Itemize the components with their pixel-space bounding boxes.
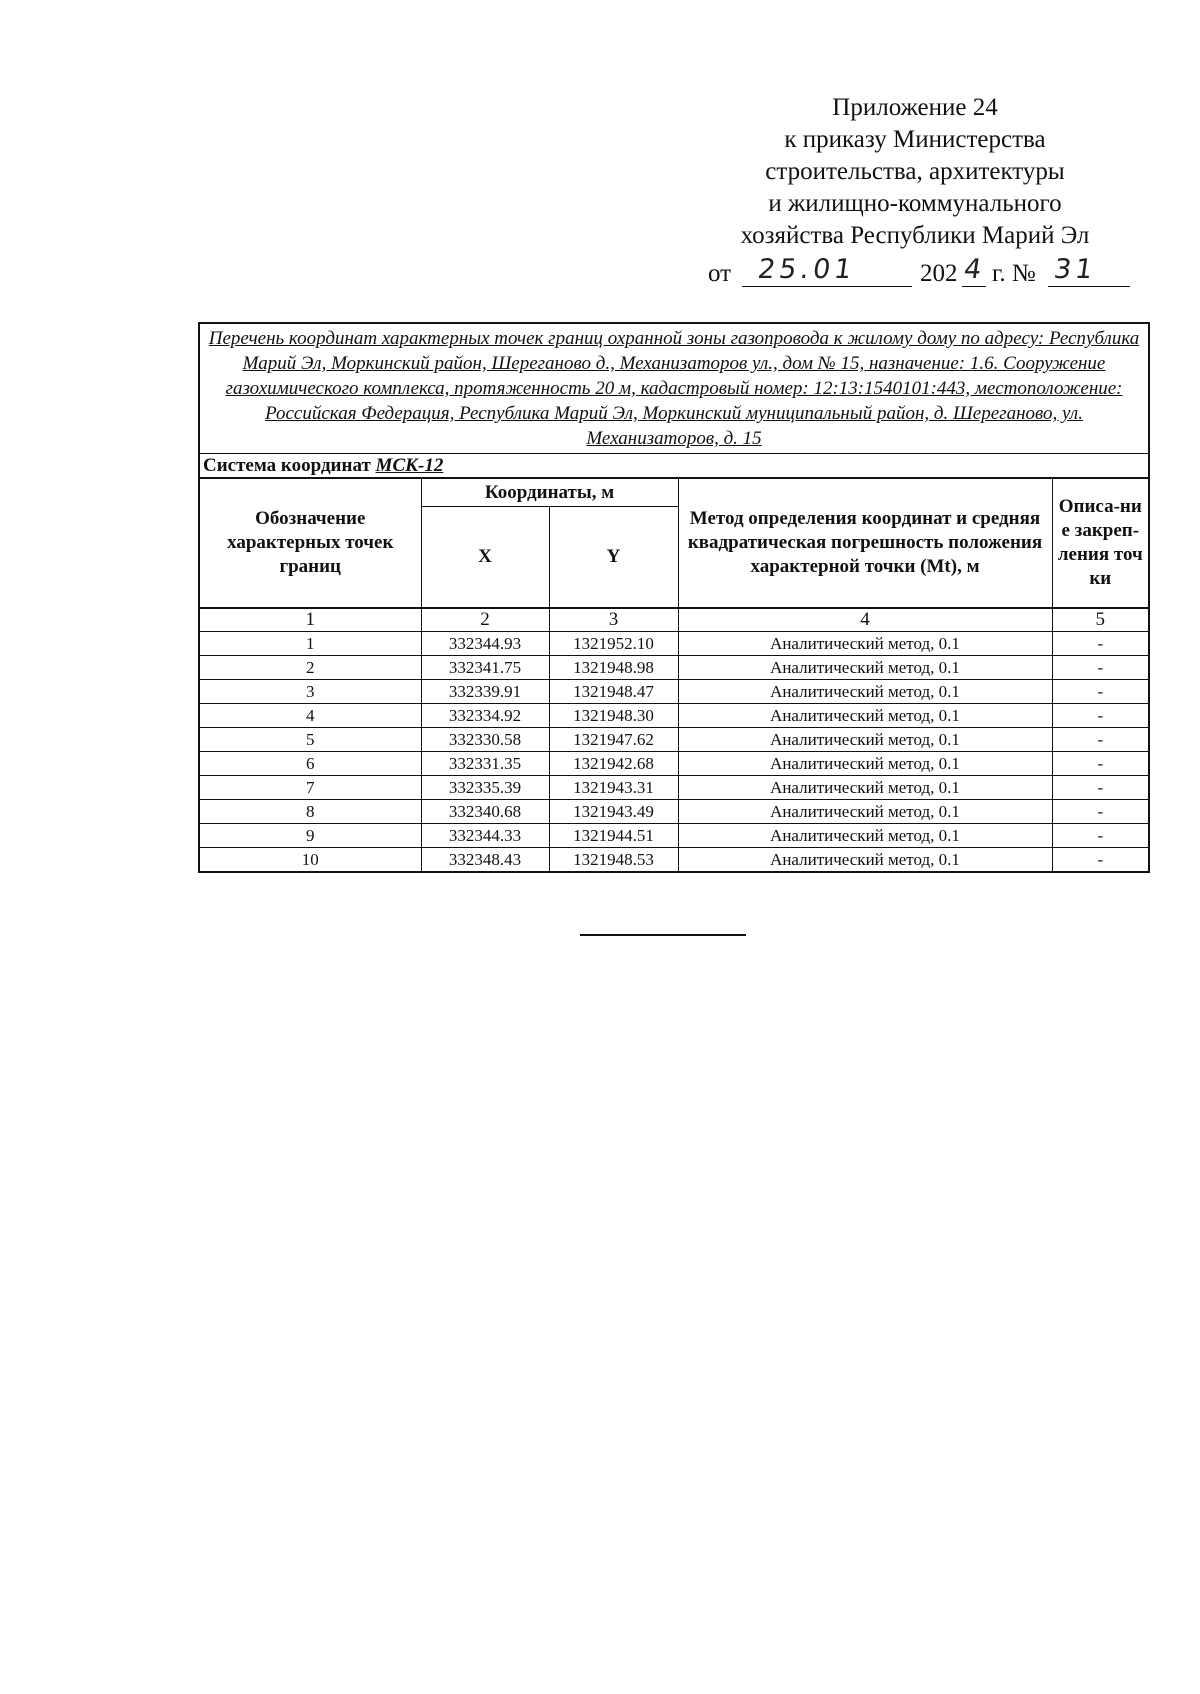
date-underline (742, 286, 912, 287)
order-date: 25.01 (755, 254, 858, 285)
table-row (199, 848, 1149, 873)
number-underline (1048, 286, 1130, 287)
x-cell: 332344.93 (421, 632, 549, 656)
y-cell: 1321948.98 (549, 656, 678, 680)
point-cell: 1 (199, 632, 421, 656)
description-cell: - (1052, 680, 1149, 704)
order-year-digit: 4 (961, 254, 984, 285)
column-number-row (199, 608, 1149, 632)
y-cell: 1321952.10 (549, 632, 678, 656)
order-number: 31 (1051, 254, 1099, 285)
point-cell: 10 (199, 848, 421, 873)
column-number: 5 (1052, 608, 1149, 632)
x-cell: 332339.91 (421, 680, 549, 704)
description-cell: - (1052, 824, 1149, 848)
method-cell: Аналитический метод, 0.1 (678, 848, 1052, 873)
y-cell: 1321947.62 (549, 728, 678, 752)
description-cell: - (1052, 728, 1149, 752)
column-number: 4 (678, 608, 1052, 632)
table-row (199, 776, 1149, 800)
method-cell: Аналитический метод, 0.1 (678, 704, 1052, 728)
header-point: Обозначение характерных точек границ (199, 478, 421, 608)
method-cell: Аналитический метод, 0.1 (678, 680, 1052, 704)
coordinate-system-name: МСК-12 (375, 454, 444, 476)
x-cell: 332330.58 (421, 728, 549, 752)
header-line: и жилищно-коммунального (768, 190, 1062, 217)
description-cell: - (1052, 656, 1149, 680)
x-cell: 332341.75 (421, 656, 549, 680)
header-y: Y (549, 507, 678, 609)
order-prefix: от (708, 260, 732, 287)
end-separator-line (580, 934, 746, 936)
point-cell: 9 (199, 824, 421, 848)
method-cell: Аналитический метод, 0.1 (678, 728, 1052, 752)
x-cell: 332331.35 (421, 752, 549, 776)
order-line (708, 252, 1148, 292)
description-cell: - (1052, 632, 1149, 656)
year-underline (962, 286, 986, 287)
method-cell: Аналитический метод, 0.1 (678, 752, 1052, 776)
column-number: 1 (199, 608, 421, 632)
header-method: Метод определения координат и средняя квадратическая погрешность положения характерной точки (Mt), м (678, 478, 1052, 608)
header-description: Описа-ние закреп-ления точки (1052, 478, 1149, 608)
y-cell: 1321948.53 (549, 848, 678, 873)
table-row (199, 656, 1149, 680)
description-cell: - (1052, 800, 1149, 824)
method-cell: Аналитический метод, 0.1 (678, 632, 1052, 656)
x-cell: 332348.43 (421, 848, 549, 873)
header-line: Приложение 24 (832, 94, 998, 121)
y-cell: 1321944.51 (549, 824, 678, 848)
order-year-suffix: г. № (992, 260, 1036, 287)
x-cell: 332335.39 (421, 776, 549, 800)
x-cell: 332344.33 (421, 824, 549, 848)
table-title: Перечень координат характерных точек границ охранной зоны газопровода к жилому дому по адресу: Республика Марий Эл, Моркинский район, Шереганово д., Механизаторов ул., дом № 15, назначение: 1.6. Сооружение газохимического комплекса, протяженность 20 м, кадастровый номер: 12:13:1540101:443, местоположение: Российская Федерация, Республика Марий Эл, Моркинский муниципальный район, д. Шереганово, ул. Механизаторов, д. 15 (199, 323, 1149, 454)
y-cell: 1321948.47 (549, 680, 678, 704)
header-line: хозяйства Республики Марий Эл (740, 222, 1090, 249)
description-cell: - (1052, 776, 1149, 800)
table-row (199, 704, 1149, 728)
coordinate-system (199, 454, 1149, 479)
point-cell: 6 (199, 752, 421, 776)
table-row (199, 728, 1149, 752)
description-cell: - (1052, 752, 1149, 776)
method-cell: Аналитический метод, 0.1 (678, 656, 1052, 680)
method-cell: Аналитический метод, 0.1 (678, 824, 1052, 848)
coordinate-system-label: Система координат (203, 454, 371, 476)
description-cell: - (1052, 848, 1149, 873)
y-cell: 1321948.30 (549, 704, 678, 728)
header-line: к приказу Министерства (784, 126, 1046, 153)
method-cell: Аналитический метод, 0.1 (678, 776, 1052, 800)
y-cell: 1321943.49 (549, 800, 678, 824)
point-cell: 4 (199, 704, 421, 728)
point-cell: 3 (199, 680, 421, 704)
order-year-prefix: 202 (920, 260, 958, 287)
column-number: 3 (549, 608, 678, 632)
column-number: 2 (421, 608, 549, 632)
point-cell: 5 (199, 728, 421, 752)
method-cell: Аналитический метод, 0.1 (678, 800, 1052, 824)
table-row (199, 824, 1149, 848)
table-row (199, 752, 1149, 776)
table-row (199, 680, 1149, 704)
point-cell: 8 (199, 800, 421, 824)
point-cell: 7 (199, 776, 421, 800)
coordinates-table (198, 322, 1150, 873)
point-cell: 2 (199, 656, 421, 680)
y-cell: 1321942.68 (549, 752, 678, 776)
header-x: X (421, 507, 549, 609)
table-row (199, 632, 1149, 656)
header-line: строительства, архитектуры (765, 158, 1065, 185)
x-cell: 332340.68 (421, 800, 549, 824)
appendix-header (690, 92, 1140, 252)
description-cell: - (1052, 704, 1149, 728)
header-coords: Координаты, м (421, 478, 678, 507)
table-row (199, 800, 1149, 824)
y-cell: 1321943.31 (549, 776, 678, 800)
x-cell: 332334.92 (421, 704, 549, 728)
